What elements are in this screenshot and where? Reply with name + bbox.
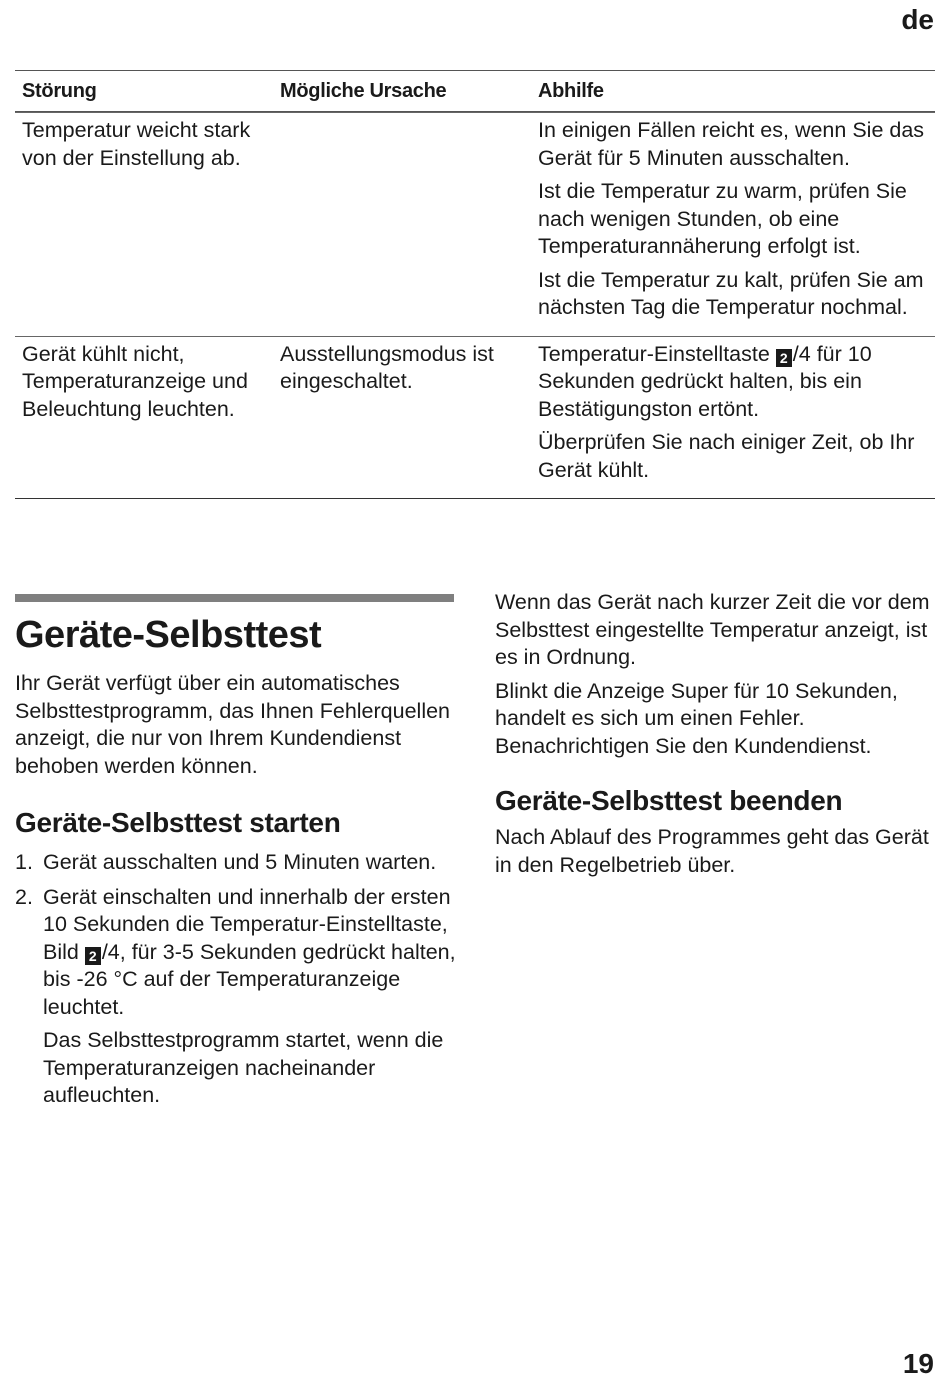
header-stoerung: Störung [22,79,97,102]
selftest-right-column [495,589,935,879]
text-span: Gerät einschalten und innerhalb der ersten 10 Sekunden die Temperatur-Einstelltaste, Bild [43,884,451,964]
cell-ursache [273,117,531,328]
language-code: de [901,4,934,35]
cell-text: Temperatur weicht stark von der Einstellung ab. [22,118,251,170]
selftest-left-column [15,611,460,1117]
section-rule [15,594,454,602]
table-row [15,112,935,336]
text-span: Temperatur-Einstelltaste [538,341,776,366]
cell-ursache [273,341,531,491]
abhilfe-paragraph: In einigen Fällen reicht es, wenn Sie das Gerät für 5 Minuten ausschalten. [538,118,925,170]
abhilfe-paragraph: Ist die Temperatur zu kalt, prüfen Sie am nächsten Tag die Temperatur nochmal. [538,267,924,319]
text-span: /4 für 10 Sekunden gedrückt halten, bis ein Bestätigungston ertönt. [538,341,872,421]
cell-text: Ausstellungsmodus ist eingeschaltet. [280,341,494,393]
step-number: 1. [15,850,33,874]
step-text [43,884,460,1110]
table-header-row [15,71,935,112]
cell-abhilfe [531,341,935,491]
result-paragraph: Wenn das Gerät nach kurzer Zeit die vor dem Selbsttest eingestellte Temperatur anzeigt, ist es in Ordnung. [495,590,930,669]
intro-paragraph: Ihr Gerät verfügt über ein automatisches Selbsttestprogramm, das Ihnen Fehlerquellen anzeigt, die nur von Ihrem Kundendienst behoben werden können. [15,671,451,778]
header-ursache: Mögliche Ursache [280,79,447,102]
abhilfe-paragraph [538,341,929,424]
notify-paragraph: Benachrichtigen Sie den Kundendienst. [495,733,872,758]
step-number: 2. [15,884,33,909]
start-subtitle: Geräte-Selbsttest starten [15,807,341,838]
abhilfe-paragraph: Ist die Temperatur zu warm, prüfen Sie nach wenigen Stunden, ob eine Temperaturannäherung erfolgt ist. [538,179,907,258]
troubleshooting-table [15,70,935,499]
step-note: Das Selbsttestprogramm startet, wenn die Temperaturanzeigen nacheinander aufleuchten. [43,1028,444,1107]
list-item [15,849,460,877]
cell-abhilfe [531,117,935,328]
steps-list [15,849,460,1110]
text-span: /4, für 3-5 Sekunden gedrückt halten, bis -26 °C auf der Temperaturanzeige leuchtet. [43,939,456,1019]
end-subtitle: Geräte-Selbsttest beenden [495,785,843,816]
cell-stoerung [15,117,273,328]
list-item [15,884,460,1110]
error-paragraph: Blinkt die Anzeige Super für 10 Sekunden, handelt es sich um einen Fehler. [495,678,898,730]
abhilfe-paragraph: Überprüfen Sie nach einiger Zeit, ob Ihr Gerät kühlt. [538,430,915,482]
cell-stoerung [15,341,273,491]
cell-text: Gerät kühlt nicht, Temperaturanzeige und Beleuchtung leuchten. [22,341,248,421]
step-text: Gerät ausschalten und 5 Minuten warten. [43,850,437,874]
figure-number-icon: 2 [85,947,101,965]
figure-number-icon: 2 [776,349,792,367]
page-number: 19 [902,1348,934,1379]
table-row [15,336,935,499]
section-title: Geräte-Selbsttest [15,614,322,656]
end-paragraph: Nach Ablauf des Programmes geht das Gerät in den Regelbetrieb über. [495,825,929,877]
header-abhilfe: Abhilfe [538,79,604,102]
